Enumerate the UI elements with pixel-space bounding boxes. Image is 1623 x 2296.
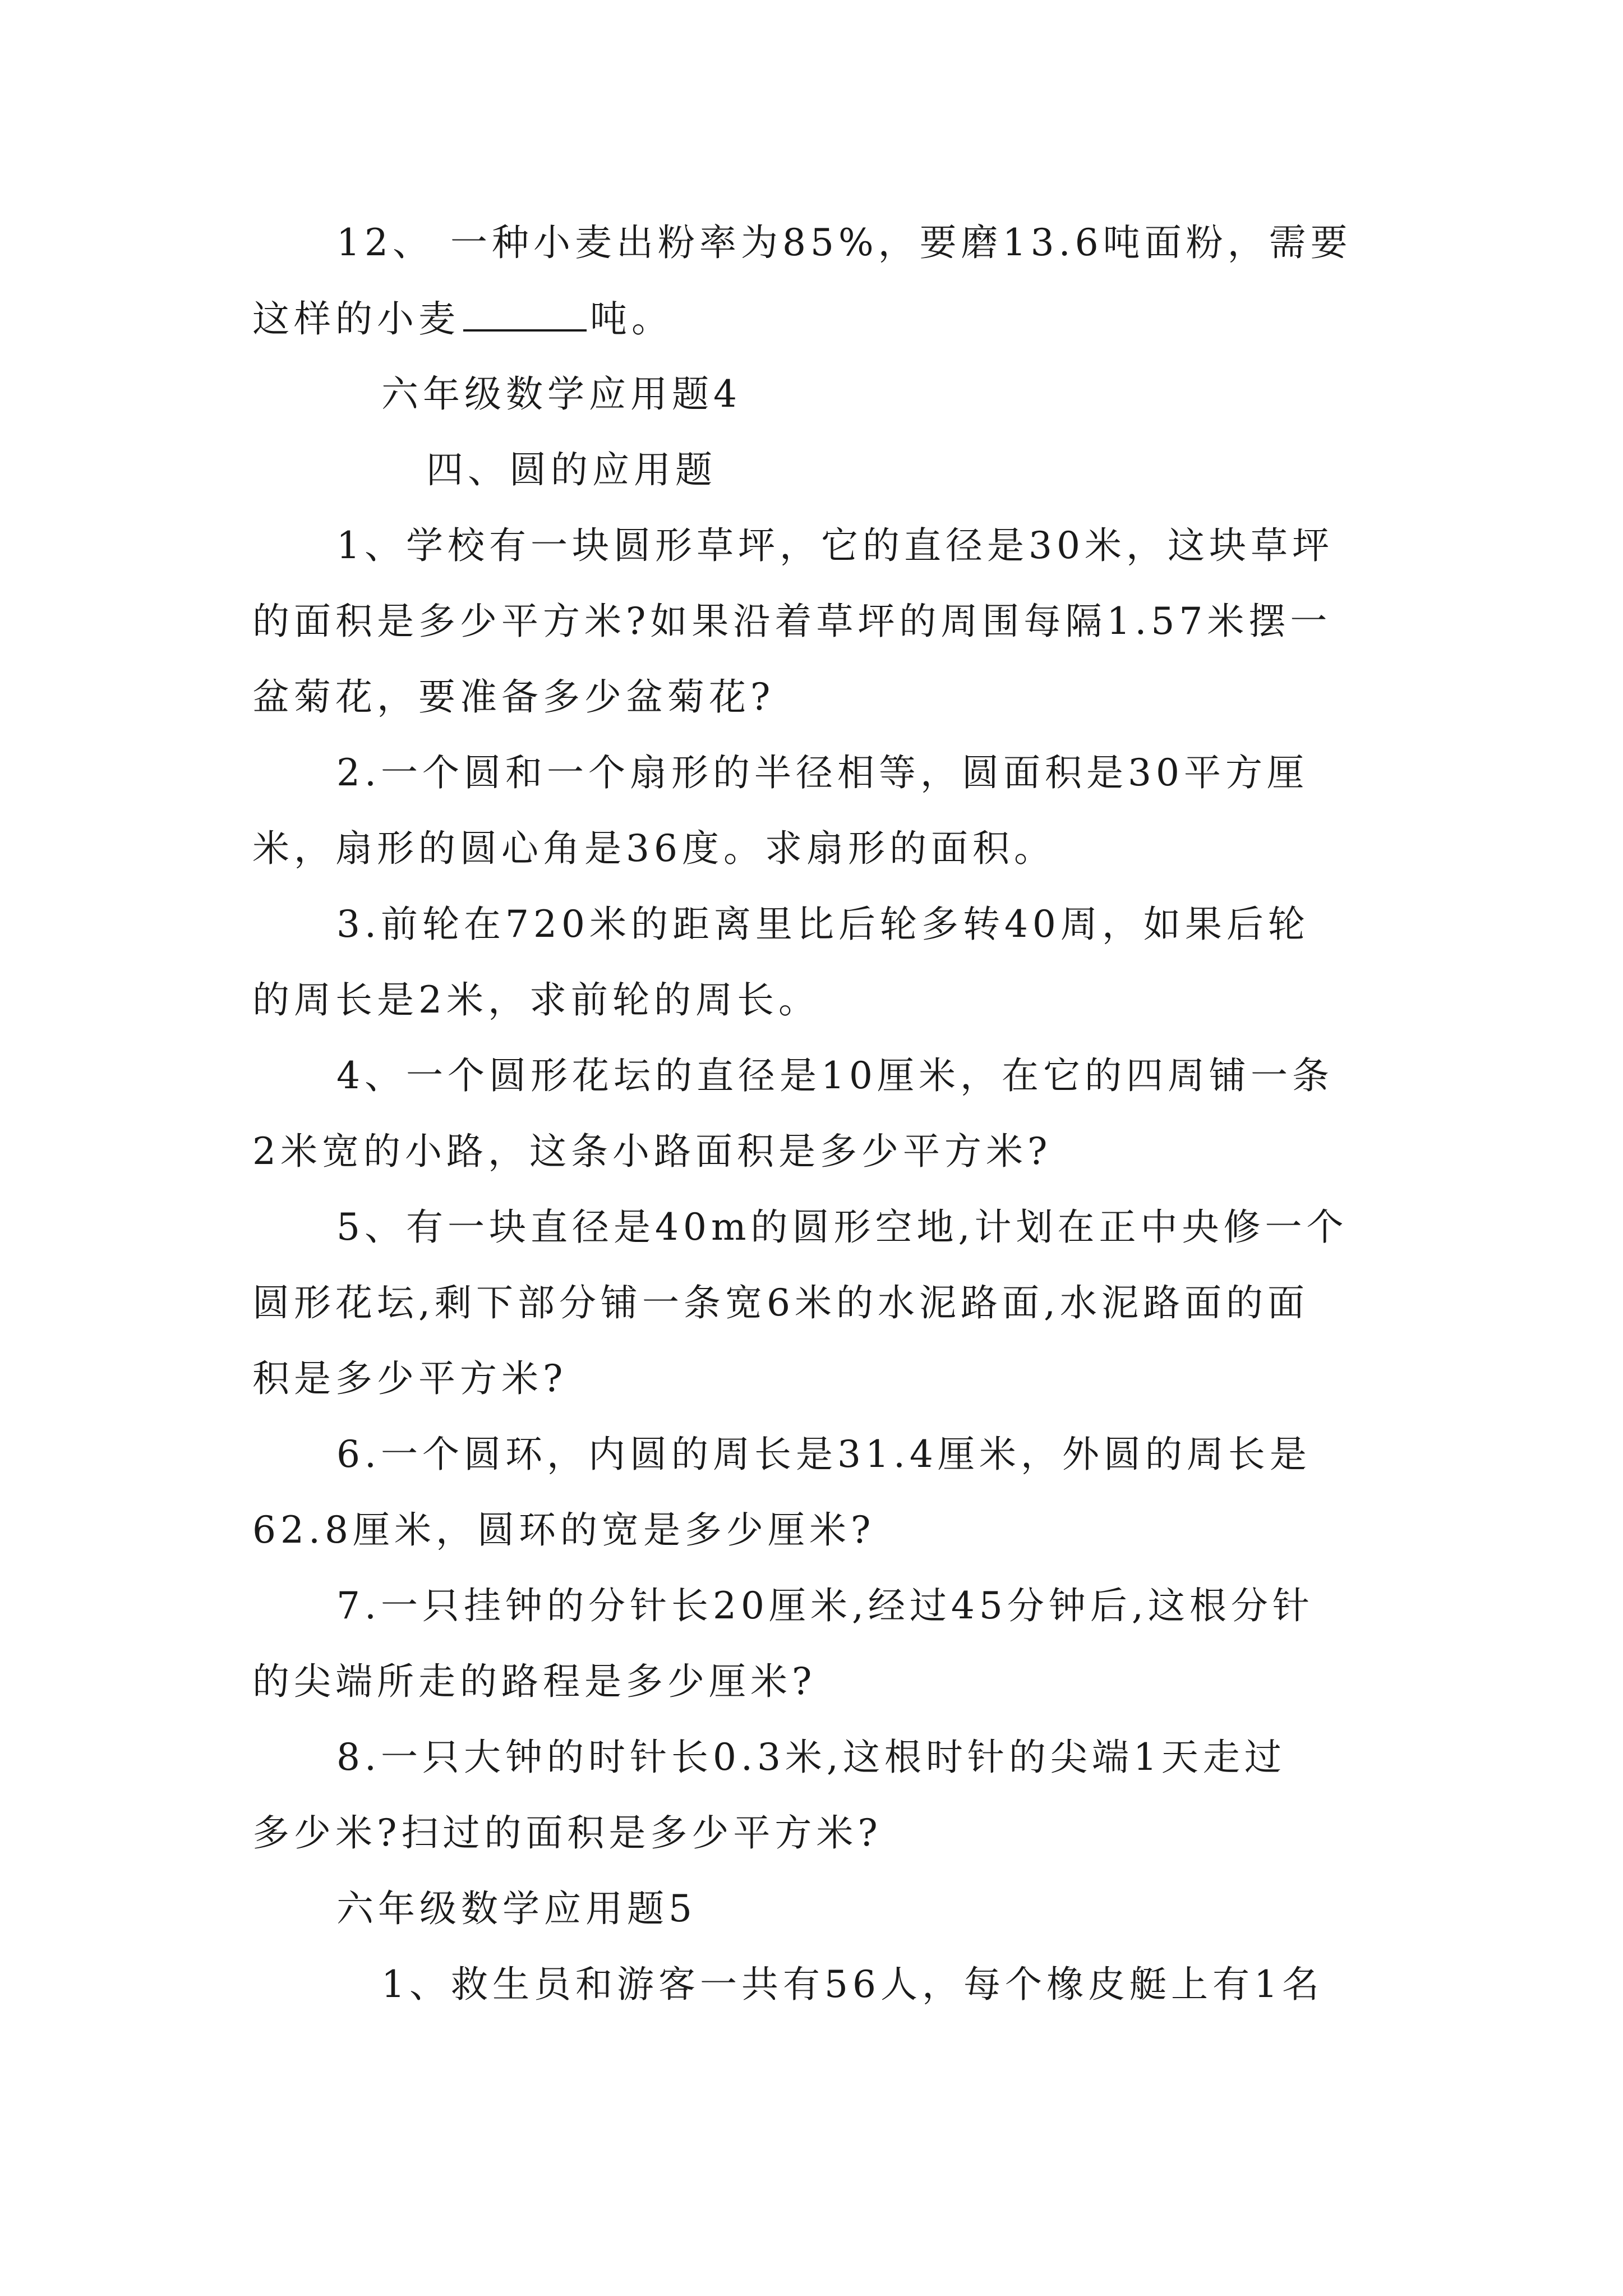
answer-blank xyxy=(463,300,587,332)
problem-5-line-2: 圆形花坛,剩下部分铺一条宽6米的水泥路面,水泥路面的面 xyxy=(252,1281,1309,1324)
q12-line-1: 12、 一种小麦出粉率为85%，要磨13.6吨面粉，需要 xyxy=(336,221,1352,264)
q12-line-2-suffix: 吨。 xyxy=(590,297,673,341)
part-4-heading: 四、圆的应用题 xyxy=(426,448,717,491)
q12-line-2 xyxy=(252,297,673,341)
problem-1-line-3: 盆菊花，要准备多少盆菊花? xyxy=(252,675,775,719)
problem-1-line-2: 的面积是多少平方米?如果沿着草坪的周围每隔1.57米摆一 xyxy=(252,600,1332,643)
problem-2-line-1: 2.一个圆和一个扇形的半径相等，圆面积是30平方厘 xyxy=(336,751,1308,794)
problem-1-line-1: 1、学校有一块圆形草坪，它的直径是30米，这块草坪 xyxy=(336,524,1334,567)
section-4-heading: 六年级数学应用题4 xyxy=(381,372,741,416)
problem-7-line-1: 7.一只挂钟的分针长20厘米,经过45分钟后,这根分针 xyxy=(336,1584,1314,1627)
q12-line-2-prefix: 这样的小麦 xyxy=(252,297,460,341)
problem-6-line-2: 62.8厘米，圆环的宽是多少厘米? xyxy=(252,1508,875,1552)
problem-5-line-1: 5、有一块直径是40m的圆形空地,计划在正中央修一个 xyxy=(336,1205,1348,1249)
problem-6-line-1: 6.一个圆环，内圆的周长是31.4厘米，外圆的周长是 xyxy=(336,1433,1311,1476)
problem-8-line-2: 多少米?扫过的面积是多少平方米? xyxy=(252,1811,882,1855)
problem-7-line-2: 的尖端所走的路程是多少厘米? xyxy=(252,1660,817,1703)
problem-4-line-2: 2米宽的小路，这条小路面积是多少平方米? xyxy=(252,1130,1052,1173)
problem-3-line-1: 3.前轮在720米的距离里比后轮多转40周，如果后轮 xyxy=(336,903,1310,946)
problem-4-line-1: 4、一个圆形花坛的直径是10厘米，在它的四周铺一条 xyxy=(336,1054,1334,1097)
problem-8-line-1: 8.一只大钟的时针长0.3米,这根时针的尖端1天走过 xyxy=(336,1736,1286,1779)
problem-2-line-2: 米，扇形的圆心角是36度。求扇形的面积。 xyxy=(252,827,1055,870)
problem-5-line-3: 积是多少平方米? xyxy=(252,1357,568,1400)
problem-3-line-2: 的周长是2米，求前轮的周长。 xyxy=(252,978,820,1022)
section-5-heading: 六年级数学应用题5 xyxy=(336,1887,697,1930)
section-5-problem-1-line-1: 1、救生员和游客一共有56人，每个橡皮艇上有1名 xyxy=(381,1963,1324,2006)
